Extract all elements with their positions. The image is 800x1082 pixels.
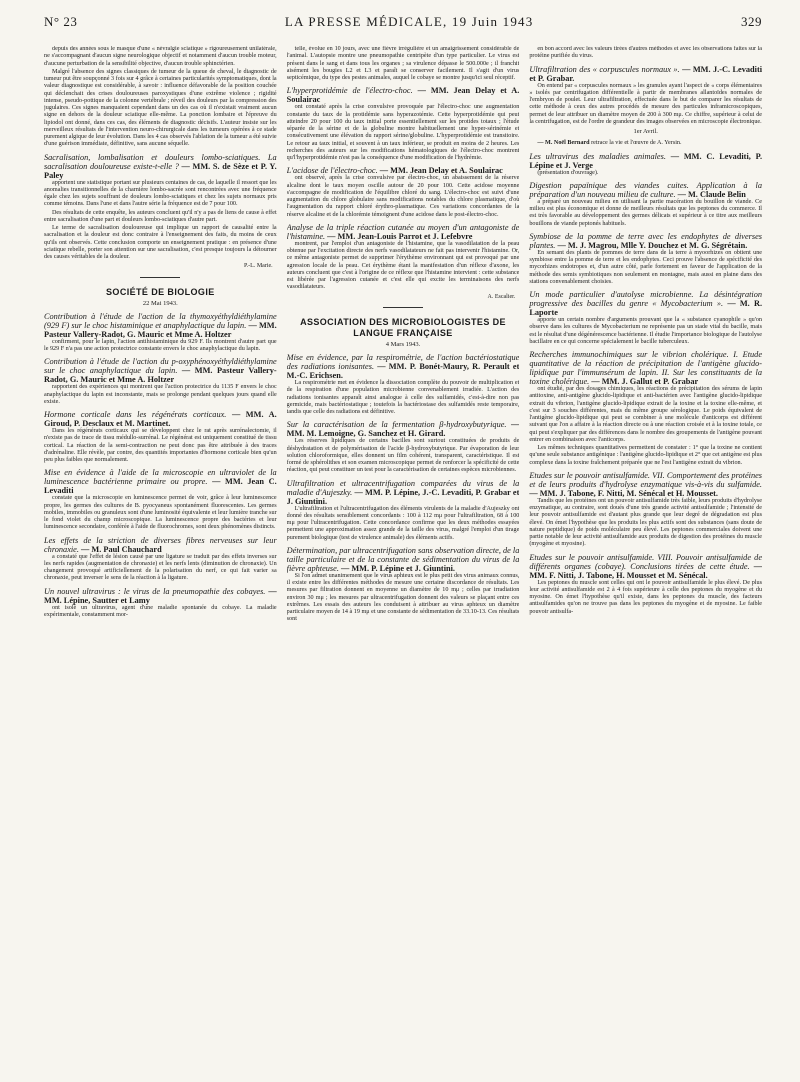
article-heading: Contribution à l'étude de l'action du p-oxyphénoxyéthyldiéthylamine sur le choc anaphylactique du lapin. — MM. Pasteur Vallery-Radot, G. Mauric et Mme A. Holtzer: [44, 357, 277, 385]
paragraph: Tandis que les protéines ont un pouvoir antisulfamide très faible, leurs produits d'hydrolyse enzymatique, au contraire, sont doués d'une très grande activité antisulfamide ; l'intensité de leur pouvoir antisulfamide est d'autant plus grande que leur degré de dégradation est plus élevé. On émet l'hypothèse que les produits les plus actifs sont des substances (sans doute de nature peptidique) de poids moléculaire peu élevé. Les peptones commerciales doivent une partie notable de leur activité antisulfamide aux produits de digestion des protéines du muscle (myogène et myosine).: [529, 497, 763, 548]
article-heading: Les effets de la striction de diverses fibres nerveuses sur leur chronaxie. — M. Paul Chauchard: [44, 535, 277, 554]
article-heading: Hormone corticale dans les régénérats corticaux. — MM. A. Giroud, P. Desclaux et M. Martinet.: [44, 410, 277, 428]
page-number: 329: [741, 14, 762, 29]
article-heading: Etudes sur le pouvoir antisulfamide. VII. Comportement des protéines et de leurs produits d'hydrolyse enzymatique vis-à-vis du sulfamide. — MM. J. Tabone, F. Nitti, M. Sénécal et H. Mousset.: [529, 470, 763, 498]
signature: A. Escalier.: [487, 293, 516, 300]
paragraph: telle, évolue en 10 jours, avec une fièvre irrégulière et un amaigrissement considérable de l'animal. L'autopsie montre une pneumopathie centripète d'un type particulier. Le virus est présent dans le sang et dans tous les organes ; sa virulence dépasse le 500.000e ; il franchit aisément les bougies L2 et L3 et paraît se conserver facilement. Il s'agit d'un virus septicémique, du type des pestes animales, auquel le cobaye se montre jusqu'ici seul réceptif.: [286, 46, 520, 81]
article-heading: Mise en évidence, par la respirométrie, de l'action bactériostatique des radiations ionisantes. — MM. P. Bonét-Maury, R. Perault et M.-C. Erichsen.: [286, 353, 520, 380]
paragraph: a préparé un nouveau milieu en utilisant la partie macération du bouillon de viande. Ce milieu est plus économique et donne de meilleurs résultats que les peptones du commerce. Il est très favorable au développement des germes délicats et supérieur à ce titre aux meilleurs bouillons de viande peptonés habituels.: [529, 198, 763, 227]
article-heading: Analyse de la triple réaction cutanée au moyen d'un antagoniste de l'histamine. — MM. Jean-Louis Parrot et J. Lefebvre: [286, 222, 520, 241]
paragraph: Dans les régénérats corticaux qui se développent chez le rat après surrénalectomie, il n'existe pas de trace de tissu médullo-surrénal. Le régénérat est uniquement constitué de tissu cortical. La réaction de la semi-contraction ne peut donc pas être attribuée à des traces d'adrénaline. Elle révèle, par contre, des quantités importantes d'hormone corticale bien qu'un peu plus faibles que normalement.: [44, 428, 277, 463]
paragraph: a constaté que l'effet de lésion causé par une ligature se traduit par des effets inverses sur les nerfs rapides (augmentation de chronaxie) et les nerfs lents (diminution de chronaxie). Un changement provoqué artificiellement de la polarisation du nerf, ce qui fait varier sa chronaxie, peut inverser le sens de la réaction à la ligature.: [44, 553, 277, 582]
paragraph: En semant des plants de pommes de terre dans de la terre à myoorhizes on obtient une symbiose entre la pomme de terre et les endophytes. Ceci prouve l'absence de spécificité des mycorhizes endotropes et, d'un autre côté, parle fortement en faveur de l'application de la méthode des semis symbiotiques non seulement en montagne, mais aussi en plaine dans des stations convenablement choisies.: [529, 249, 763, 285]
paragraph: (présentation d'ouvrage).: [537, 169, 599, 176]
article-heading: Sur la caractérisation de la fermentation β-hydroxybutyrique. — MM. M. Lemoigne, G. Sanchez et H. Girard.: [286, 420, 520, 439]
article-heading: Symbiose de la pomme de terre avec les endophytes de diverses plantes. — M. J. Magrou, Mlle Y. Douchez et M. G. Ségrétain.: [529, 231, 763, 250]
paragraph: apportent une statistique portant sur plusieurs centaines de cas, de laquelle il ressort que les anomalies transitionnelles de la charnière lombo-sacrée sont rencontrées avec une fréquence égale chez les sujets souffrant de douleurs lombo-sciatiques et chez les sujets normaux pris comme témoins. Dans l'une et dans l'autre série la fréquence est de 7 pour 100.: [44, 179, 277, 208]
article-heading: L'hyperprotidémie de l'électro-choc. — MM. Jean Delay et A. Soulairac: [286, 86, 520, 105]
paragraph: La respirométrie met en évidence la dissociation complète du pouvoir de multiplication et de la respiration d'une population microbienne convenablement irradiée. L'action des radiations ionisantes apparaît ainsi analogue à celle des sulfamidés, c'est-à-dire non pas germicide, mais bactériostatique ; toutefois la bactériostase des sulfamidés reste temporaire, tandis que celle des radiations est définitive.: [286, 380, 520, 415]
article-heading: L'acidose de l'électro-choc. — MM. Jean Delay et A. Soulairac: [286, 166, 503, 176]
paragraph: ont constaté après la crise convulsive provoquée par l'électro-choc une augmentation constante du taux de la protidémie sans hyperazotémie. Cette hyperprotidémie qui peut atteindre 20 pour 100 du taux initial porte essentiellement sur les protides totaux ; l'étude séparée de la sérine et de la globuline montre habituellement une hyper-sérinémie et consécutivement une élévation du rapport sérine/globuline. L'hyperprotidémie est transitoire. Le retour au taux initial, et souvent à un taux inférieur, se produit en moins de 2 heures. Les recherches des auteurs sur les modifications hématologiques de l'électro-choc montrent qu'l'hyperprotidémie n'est pas la conséquence d'une modification de l'hydrémie.: [286, 104, 520, 161]
paragraph: rapportent des expériences qui montrent que l'action protectrice du 1135 F envers le choc anaphylactique du lapin est inconstante, mais se prolonge pendant quelques jours quand elle existe.: [44, 384, 277, 405]
paragraph: en bon accord avec les valeurs tirées d'autres méthodes et avec les observations faites sur la protéine purifiée du virus.: [529, 46, 763, 60]
signature: P.-L. Marie.: [244, 263, 273, 270]
paragraph: constate que la microscopie en luminescence permet de voir, grâce à leur luminescence propre, les germes des cultures de B. pyocyaneus spontanément fluorescentes. Les germes mobiles, immobiles ou granuleux sont d'une luminosité équivalente et leur lumière tranche sur le fond violet du champ microscopique. La luminescence propre des bactéries et leur luminescence secondaire, conférée à l'aide de fluorochromes, sont deux phénomènes distincts.: [44, 495, 277, 531]
article-heading: Etudes sur le pouvoir antisulfamide. VIII. Pouvoir antisulfamide de différents organes (cobaye). Conclusions tirées de cette étude. — MM. F. Nitti, J. Tabone, H. Mousset et M. Sénécal.: [529, 552, 763, 580]
journal-title: LA PRESSE MÉDICALE, 19 Juin 1943: [284, 14, 534, 29]
article-heading: Un mode particulier d'autolyse microbienne. La désintégration progressive des bacilles du genre « Mycobacterium ». — M. R. Laporte: [529, 290, 763, 317]
paragraph: On entend par « corpuscules normaux » les granules ayant l'aspect de « corps élémentaires » isolés par centrifugation différentielle à partir de membranes allantoïdes normales de l'embryon de poulet. Leur ultrafiltration, effectuée dans le but de comparer les résultats de cette méthode à ceux des autres procédés de mesure des particules inframicroscopiques, permet de leur attribuer un diamètre moyen de 200 à 300 mμ. Ce chiffre, supérieur à celui de la centrifugation, est de l'ordre de grandeur des images observées en microscopie électronique.: [529, 82, 763, 125]
paragraph: apporte un certain nombre d'arguments prouvant que la « substance cyanophile » qu'on observe dans les cultures de Mycobacterium ne représente pas un stade vital du bacille, mais est le résultat d'une dégénérescence bactérienne. Il étudie l'importance biologique de l'autolyse bacillaire en ce qui concerne spécialement le bacille tuberculeux.: [529, 317, 763, 345]
paragraph: depuis des années sous le masque d'une « névralgie sciatique » rigoureusement unilatérale, ne s'accompagnant d'aucun signe neurologique objectif et notamment d'aucun trouble moteur, d'aucune perturbation de la sensibilité objective, d'aucun trouble sphinctérien.: [44, 46, 277, 67]
article-heading: Sacralisation, lombalisation et douleurs lombo-sciatiques. La sacralisation douloureuse existe-t-elle ? — MM. S. de Sèze et P. Y. Paley: [44, 152, 277, 180]
divider: [383, 307, 423, 308]
section-title: SOCIÉTÉ DE BIOLOGIE: [106, 286, 215, 297]
paragraph: ont isolé un ultravirus, agent d'une maladie spontanée du cobaye. La maladie expérimentale, constamment mor-: [44, 604, 277, 618]
session-date: 1er Avril.: [633, 128, 658, 135]
paragraph: Les réserves lipidiques de certains bacilles sont surtout constituées de produits de déshydratation et de polymérisation de l'acide β-hydroxybutyrique. Par évaporation de leur solution chloroformique, elles donnent un film cohérent, transparent, caractéristique. Il est formé de sphérolithes et son examen microscopique permet de renforcer la spécificité de cette réaction, qui peut constituer un test pour la caractérisation de certaines espèces microbiennes.: [286, 438, 520, 474]
paragraph: Le terme de sacralisation douloureuse qui implique un rapport de causalité entre la sacralisation et la douleur est donc contraire à l'enseignement des faits, du moins de ceux qu'ils ont observés. Cette conclusion comporte un enseignement pratique : en présence d'une sciatique rebelle, porter son attention sur une sacralisation, c'est presque toujours la détourner des causes véritables de la douleur.: [44, 225, 277, 260]
session-date: 4 Mars 1943.: [385, 340, 421, 348]
paragraph: confirment, pour le lapin, l'action antihistaminique du 929 F. Ils montrent d'autre part que le 929 F n'a pas une action protectrice constante envers le choc anaphylactique du lapin.: [44, 338, 277, 352]
column-3: [529, 46, 762, 1082]
paragraph: Si l'on admet unanimement que le virus aphteux est le plus petit des virus animaux connus, il existe entre les différentes méthodes de mesure une certaine discordance de résultats. Les mesures par filtration donnent en moyenne un diamètre de 10 mμ ; celles par irradiation environ 30 mμ ; les mesures par ultracentrifugation donnent des valeurs se plaçant entre ces extrêmes. Les essais des auteurs les conduisent à attribuer au virus aphteux un diamètre particulaire moyen de 14 à 19 mμ et une constante de sédimentation de 33.10-13. Ces résultats sont: [286, 572, 520, 623]
divider: [140, 277, 180, 278]
article-heading: Recherches immunochimiques sur le vibrion cholérique. I. Etude quantitative de la réaction de précipitation de l'antigène glucido-lipidique par l'immunsérum de lapin. II. Sur les constituants de la toxine cholérique. — MM. J. Gallut et P. Grabar: [529, 350, 763, 386]
article-heading: Ultrafiltration des « corpuscules normaux ». — MM. J.-C. Levaditi et P. Grabar.: [529, 64, 763, 83]
article-heading: Contribution à l'étude de l'action de la thymoxyéthyldiéthylamine (929 F) sur le choc histaminique et anaphylactique du lapin. — MM. Pasteur Vallery-Radot, G. Mauric et Mme A. Holtzer: [44, 311, 277, 339]
column-2: [287, 46, 520, 1082]
running-header: [44, 14, 762, 36]
session-date: 22 Mai 1943.: [142, 299, 178, 307]
article-heading: Les ultravirus des maladies animales. — MM. C. Levaditi, P. Lépine et J. Verge: [529, 151, 763, 170]
article-heading: Détermination, par ultracentrifugation sans observation directe, de la taille particulaire et de la constante de sédimentation du virus de la fièvre aphteuse. — MM. P. Lépine et J. Giuntini.: [286, 545, 520, 573]
article-heading: Digestion papaïnique des viandes cuites. Application à la préparation d'un nouveau milieu de culture. — M. Claude Belin: [529, 180, 763, 199]
paragraph: montrent, par l'emploi d'un antagoniste de l'histamine, que la vasodilatation de la peau obtenue par l'excitation directe des nerfs vasodilatateurs ne fait pas intervenir l'histamine. Or, ce même antagoniste permet de supprimer l'érythème environnant qui est provoqué par une agression locale de la peau. Cet érythème étant la manifestation d'un réflexe d'axone, les auteurs concluent que c'est à l'origine de ce réflexe que l'histamine intervient : cette substance est libérée par l'agression cutanée et c'est elle qui excite les terminaisons des nerfs vasodilatateurs.: [286, 240, 520, 291]
paragraph: Des résultats de cette enquête, les auteurs concluent qu'il n'y a pas de liens de cause à effet entre sacralisation d'une part et douleurs lombo-sciatiques d'autre part.: [44, 209, 277, 223]
paragraph: Les mêmes techniques quantitatives permettent de constater : 1° que la toxine ne contient qu'une seule substance antigénique : l'antigène glucido-lipidique et 2° que cet antigène est plus complexe dans la toxine fraîchement préparée que ne l'est l'antigène extrait du vibrion.: [529, 445, 763, 466]
paragraph: ont observé, après la crise convulsive par électro-choc, un abaissement de la réserve alcaline dont le taux moyen oscille autour de 20 pour 100. Cette acidose moyenne s'accompagne de modification de l'équilibre chloré du sang. L'électro-choc est suivi d'une augmentation du chlore globulaire sans modifications notables du chlore plasmatique, d'où l'augmentation du rapport chloré érythro-plasmatique. Ces variations concordantes de la réserve alcaline et de la chlorémie témoignent d'une acidose dans le post-électro-choc.: [286, 175, 520, 218]
paragraph: Malgré l'absence des signes classiques de tumeur de la queue de cheval, le diagnostic de tumeur put être soupçonné 3 fois sur 4 grâce à certaines particularités symptomatiques, dont la valeur diagnostique est considérable, à savoir : influence défavorable de la position couchée qui déclenchait des crises douloureuses paroxystiques d'une extrême violence ; rigidité intense, pseudo-pottique de la colonne vertébrale ; réveil des douleurs par la compression des jugulaires. Ces signes manquaient cependant dans un des cas où il n'existait vraiment aucun signe en dehors de la douleur sciatique elle-même. La ponction lombaire et l'épreuve du lipiodol ont donné, dans ces cas, des éléments de diagnostic décisifs. L'auteur insiste sur les merveilleux résultats de l'intervention neuro-chirurgicale dans les tumeurs opérées à ce stade purement algique de leur évolution. Dans les 4 cas observés l'ablation de la tumeur a été suivie d'une guérison immédiate, définitive, sans aucune séquelle.: [44, 68, 277, 148]
article-heading: Ultrafiltration et ultracentrifugation comparées du virus de la maladie d'Aujeszky. — MM. P. Lépine, J.-C. Levaditi, P. Grabar et J. Giuntini.: [286, 478, 520, 506]
column-1: [44, 46, 277, 1082]
paragraph: ont étudié, par des dosages chimiques, les réactions de précipitation des sérums de lapin antitoxine, anti-antigène glucido-lipidique et anti-bactérien avec l'antigène glucido-lipidique extrait du vibrion, l'antigène glucido-lipidique extrait de la toxine et la toxine elle-même, et c'est sur 3 souches différentes, mais du même groupe sérologique. Le poids équivalent de l'antigène glucido-lipidique qui peut se combiner à une molécule d'anticorps est différent suivant que l'on a affaire à la réaction directe ou à une réaction croisée et à la toxine totale, ce qui peut s'expliquer par des différences dans le nombre des groupements de l'antigène pouvant entrer en combinaison avec l'anticorps.: [529, 386, 763, 443]
three-column-body: [44, 46, 762, 1082]
paragraph: Les peptones du muscle sont celles qui ont le pouvoir antisulfamide le plus élevé. De plus leur activité antisulfamide est 2 à 4 fois supérieure à celle des peptones du myogène et du myosine. On émet l'hypothèse qu'il existe, dans les peptones du muscle, des facteurs antisulfamides qu'on ne trouve pas dans les peptones du myogène et de myosine. Le faible pouvoir antisulfa-: [529, 579, 763, 615]
paragraph: — M. Noël Bernard retrace la vie et l'œuvre de A. Yersin.: [537, 140, 682, 147]
paragraph: L'ultrafiltration et l'ultracentrifugation des éléments virulents de la maladie d'Aujeszky ont donné des résultats sensiblement concordants : 100 à 112 mμ pour l'ultrafiltration, 68 à 100 mμ pour l'ultracentrifugation. Cette concordance confirme que les deux méthodes essayées permettent une approximation assez grande de la taille des virus, malgré l'emploi d'un tirage purement biologique (test de virulence animale) des éléments actifs.: [286, 505, 520, 541]
article-heading: Mise en évidence à l'aide de la microscopie en ultraviolet de la luminescence bactérienne primaire ou propre. — MM. Jean C. Levaditi: [44, 468, 277, 496]
article-heading: Un nouvel ultravirus : le virus de la pneumopathie des cobayes. — MM. Lépine, Sautter et Lamy: [44, 586, 277, 605]
issue-number: N° 23: [44, 14, 78, 29]
section-title: ASSOCIATION DES MICROBIOLOGISTES DE LANGUE FRANÇAISE: [300, 316, 506, 338]
